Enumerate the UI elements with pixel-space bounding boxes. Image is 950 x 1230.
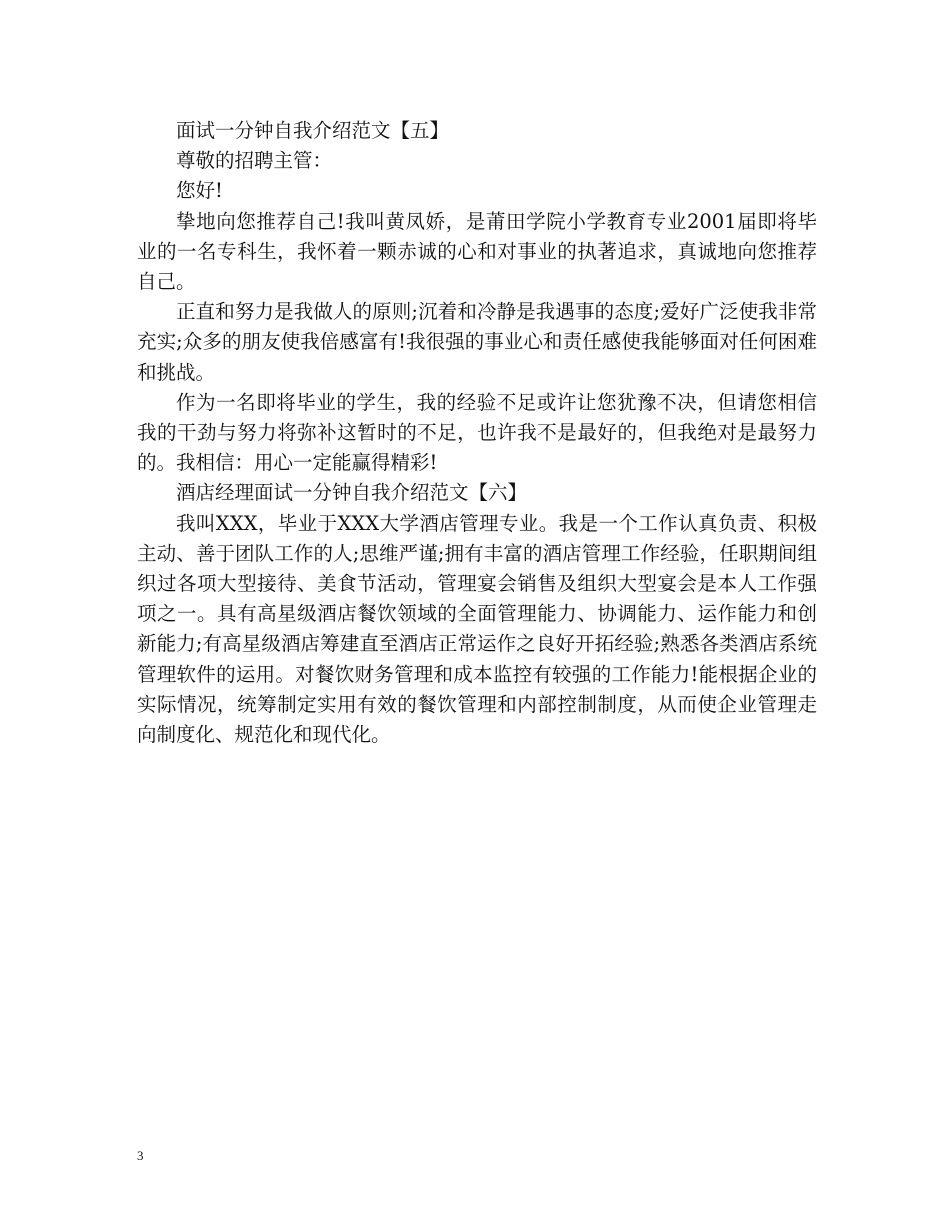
document-body	[137, 116, 817, 750]
page-number: 3	[137, 1148, 144, 1163]
paragraph-closing: 作为一名即将毕业的学生，我的经验不足或许让您犹豫不决，但请您相信我的干劲与努力将弥补这暂时的不足，也许我不是最好的，但我绝对是最努力的。我相信：用心一定能赢得精彩!	[137, 390, 817, 475]
salutation: 尊敬的招聘主管：	[176, 149, 333, 173]
paragraph-principles: 正直和努力是我做人的原则;沉着和冷静是我遇事的态度;爱好广泛使我非常充实;众多的朋友使我倍感富有!我很强的事业心和责任感使我能够面对任何困难和挑战。	[137, 300, 817, 384]
paragraph-self-recommendation: 挚地向您推荐自己!我叫黄凤娇，是莆田学院小学教育专业2001届即将毕业的一名专科生，我怀着一颗赤诚的心和对事业的执著追求，真诚地向您推荐自己。	[137, 209, 817, 294]
greeting: 您好!	[176, 179, 223, 203]
section-heading-six: 酒店经理面试一分钟自我介绍范文【六】	[176, 481, 528, 505]
paragraph-hotel-manager: 我叫XXX，毕业于XXX大学酒店管理专业。我是一个工作认真负责、积极主动、善于团队工作的人;思维严谨;拥有丰富的酒店管理工作经验，任职期间组织过各项大型接待、美食节活动，管理宴会销售及组织大型宴会是本人工作强项之一。具有高星级酒店餐饮领域的全面管理能力、协调能力、运作能力和创新能力;有高星级酒店筹建直至酒店正常运作之良好开拓经验;熟悉各类酒店系统管理软件的运用。对餐饮财务管理和成本监控有较强的工作能力!能根据企业的实际情况，统筹制定实用有效的餐饮管理和内部控制制度，从而使企业管理走向制度化、规范化和现代化。	[137, 511, 817, 747]
section-heading-five: 面试一分钟自我介绍范文【五】	[176, 119, 450, 142]
